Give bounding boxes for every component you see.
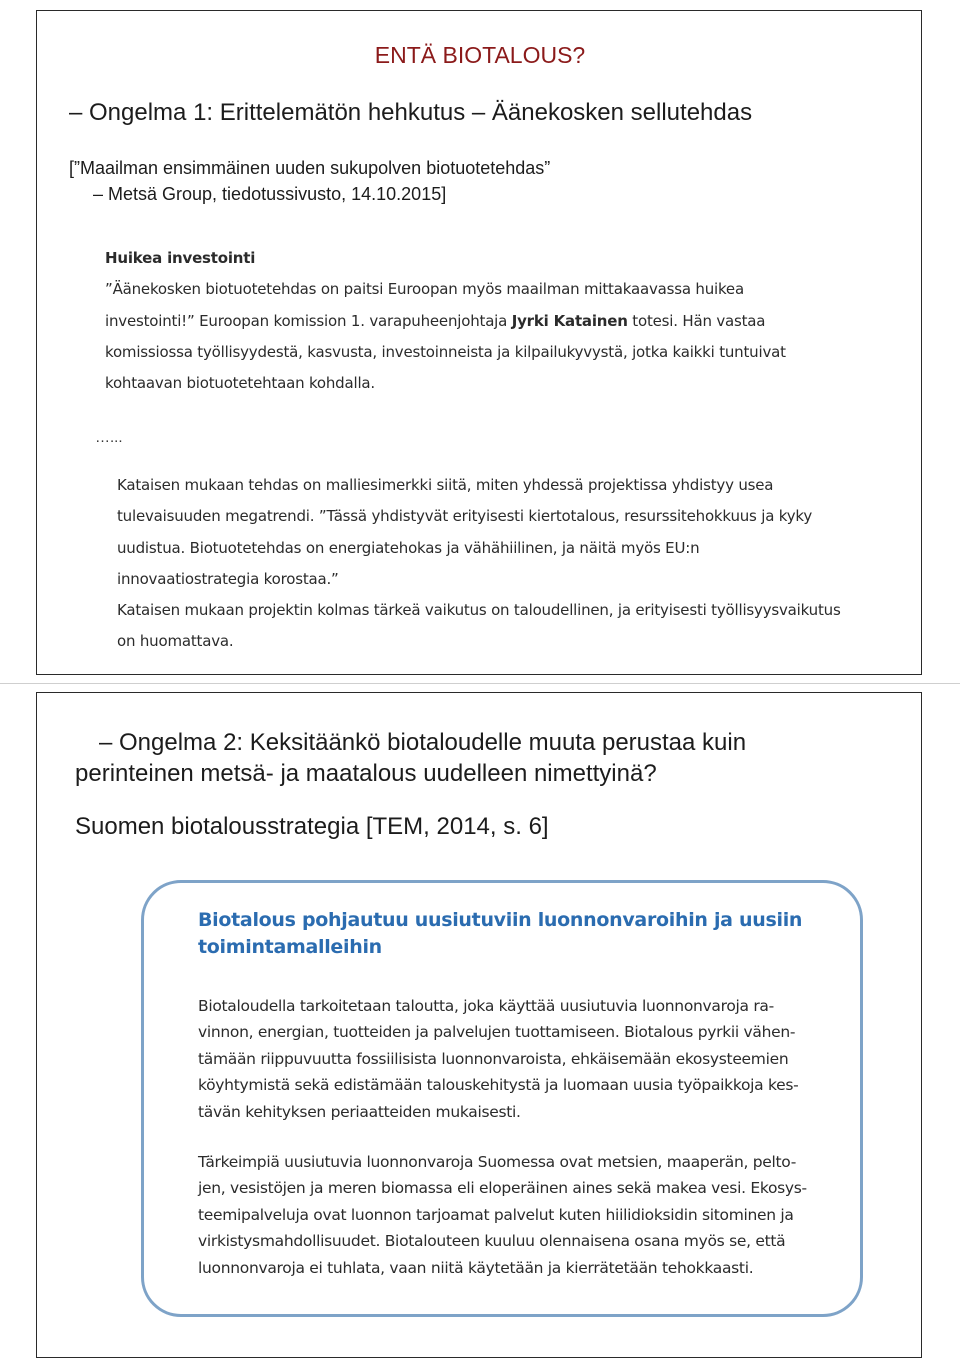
box-line: virkistysmahdollisuudet. Biotalouteen kuuluu olennaisena osana myös se, että	[198, 1232, 786, 1251]
box-title-line: toimintamalleihin	[198, 936, 382, 958]
box-line: vinnon, energian, tuotteiden ja palvelujen tuottamiseen. Biotalous pyrkii vähen-	[198, 1023, 796, 1042]
article-line: innovaatiostrategia korostaa.”	[117, 569, 339, 588]
article-line: on huomattava.	[117, 632, 234, 651]
article-heading: Huikea investointi	[105, 249, 256, 267]
ellipsis: …...	[95, 429, 123, 446]
article-line: komissiossa työllisyydestä, kasvusta, investoinneista ja kilpailukyvystä, jotka kaikki tuntuivat	[105, 342, 786, 361]
box-line: tävän kehityksen periaatteiden mukaisesti.	[198, 1102, 521, 1121]
slide-1	[36, 10, 922, 675]
citation-line-2: – Metsä Group, tiedotussivusto, 14.10.2015]	[93, 184, 447, 204]
citation	[69, 155, 550, 207]
box-line: luonnonvaroja ei tuhlata, vaan niitä käytetään ja kierrätetään tehokkaasti.	[198, 1258, 754, 1277]
article-line: ”Äänekosken biotuotetehdas on paitsi Euroopan myös maailman mittakaavassa huikea	[105, 280, 744, 299]
box-line: teemipalveluja ovat luonnon tarjoamat palvelut kuten hiilidioksidin sitominen ja	[198, 1205, 794, 1224]
article-line: tulevaisuuden megatrendi. ”Tässä yhdistyvät erityisesti kiertotalous, resurssitehokkuus ja kyky	[117, 507, 813, 526]
problem-2-line-2: perinteinen metsä- ja maatalous uudelleen nimettyinä?	[75, 760, 657, 787]
box-line: jen, vesistöjen ja meren biomassa eli eloperäinen aines sekä makea vesi. Ekosys-	[198, 1179, 807, 1198]
box-title-line: Biotalous pohjautuu uusiutuviin luonnonvaroihin ja uusiin	[198, 909, 803, 931]
box-line: tämään riippuvuutta fossiilisista luonnonvaroista, ehkäisemään ekosysteemien	[198, 1049, 789, 1068]
article-line	[105, 306, 786, 337]
problem-1-text: – Ongelma 1: Erittelemätön hehkutus – Äänekosken sellutehdas	[69, 99, 753, 126]
box-line: Tärkeimpiä uusiutuvia luonnonvaroja Suomessa ovat metsien, maaperän, pelto-	[198, 1153, 797, 1171]
strategy-excerpt-box	[141, 880, 863, 1317]
box-title	[198, 907, 802, 961]
box-paragraph-2	[198, 1149, 807, 1281]
article-excerpt-1	[105, 243, 786, 399]
article-text: totesi. Hän vastaa	[627, 311, 766, 330]
article-excerpt-2	[117, 470, 841, 658]
article-name-bold: Jyrki Katainen	[511, 311, 628, 330]
article-line: Kataisen mukaan projektin kolmas tärkeä vaikutus on taloudellinen, ja erityisesti työllisyysvaikutus	[117, 601, 841, 620]
problem-2-text	[75, 727, 746, 789]
citation-line-1: [”Maailman ensimmäinen uuden sukupolven biotuotetehdas”	[69, 158, 551, 178]
slide-2	[36, 692, 922, 1358]
source-text: Suomen biotalousstrategia [TEM, 2014, s. 6]	[75, 813, 549, 840]
problem-2-line-1: – Ongelma 2: Keksitäänkö biotaloudelle muuta perustaa kuin	[99, 729, 747, 756]
article-line: Kataisen mukaan tehdas on malliesimerkki siitä, miten yhdessä projektissa yhdistyy usea	[117, 476, 774, 494]
slide-title: ENTÄ BIOTALOUS?	[374, 42, 586, 68]
article-text: investointi!” Euroopan komission 1. varapuheenjohtaja	[105, 311, 512, 330]
box-paragraph-1	[198, 993, 798, 1125]
page-divider	[0, 683, 960, 684]
box-line: köyhtymistä sekä edistämään talouskehitystä ja luomaan uusia työpaikkoja kes-	[198, 1076, 799, 1095]
article-line: kohtaavan biotuotetehtaan kohdalla.	[105, 374, 375, 393]
box-line: Biotaloudella tarkoitetaan taloutta, joka käyttää uusiutuvia luonnonvaroja ra-	[198, 997, 774, 1015]
article-line: uudistua. Biotuotetehdas on energiatehokas ja vähähiilinen, ja näitä myös EU:n	[117, 538, 700, 557]
